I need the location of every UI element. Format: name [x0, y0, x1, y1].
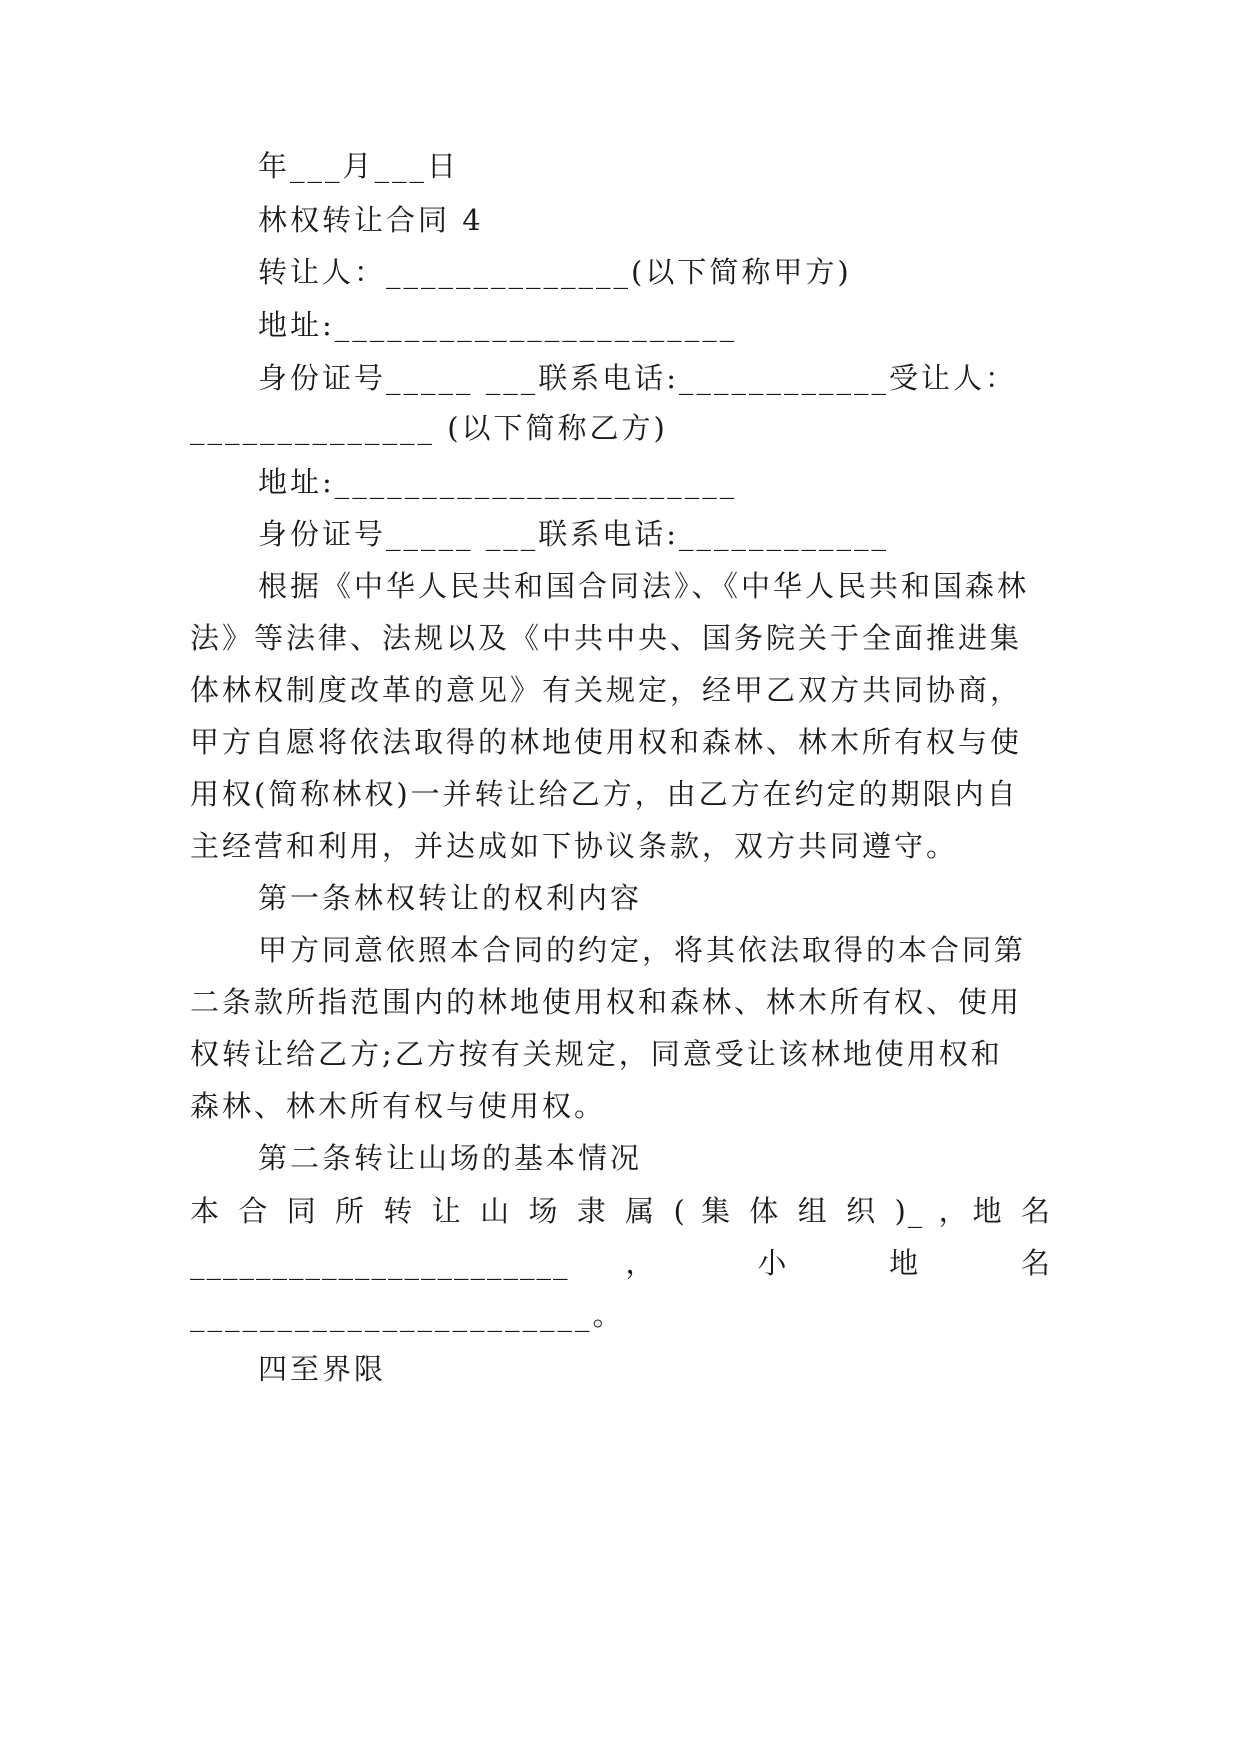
paragraph-line: 根据《中华人民共和国合同法》、《中华人民共和国森林 — [258, 569, 1030, 603]
paragraph-line: 权转让给乙方;乙方按有关规定，同意受让该林地使用权和 — [190, 1037, 1003, 1071]
paragraph-line: 法》等法律、法规以及《中共中央、国务院关于全面推进集 — [190, 621, 1023, 655]
id-phone-line-b: 身份证号_____ ___联系电话:____________ — [258, 517, 889, 551]
paragraph-line: 本 合 同 所 转 让 山 场 隶 属 ( 集 体 组 织 )_ ，地 名 — [190, 1194, 1052, 1228]
paragraph-line: 二条款所指范围内的林地使用权和森林、林木所有权、使用 — [190, 985, 1023, 1019]
paragraph-line: _______________________ ， 小 地 名 — [190, 1246, 1052, 1280]
paragraph-line: 甲方自愿将依法取得的林地使用权和森林、林木所有权与使 — [190, 725, 1023, 759]
transferor-line: 转让人：______________(以下简称甲方) — [258, 255, 852, 289]
transferee-line: ______________ (以下简称乙方) — [190, 411, 668, 445]
contract-title: 林权转让合同 4 — [258, 203, 484, 237]
paragraph-line: 主经营和利用，并达成如下协议条款，双方共同遵守。 — [190, 829, 959, 863]
id-phone-line-a: 身份证号_____ ___联系电话:____________受让人： — [258, 361, 1017, 395]
address-line-b: 地址:_______________________ — [258, 465, 738, 499]
article-heading-1: 第一条林权转让的权利内容 — [258, 881, 643, 915]
article-heading-2: 第二条转让山场的基本情况 — [258, 1141, 643, 1175]
paragraph-line: 甲方同意依照本合同的约定，将其依法取得的本合同第 — [258, 933, 1027, 967]
date-line: 年___月___日 — [258, 149, 460, 183]
section-heading: 四至界限 — [258, 1352, 387, 1386]
paragraph-line: 体林权制度改革的意见》有关规定，经甲乙双方共同协商， — [190, 673, 1023, 707]
paragraph-line: 用权(简称林权)一并转让给乙方，由乙方在约定的期限内自 — [190, 777, 1019, 811]
paragraph-line: 森林、林木所有权与使用权。 — [190, 1089, 607, 1123]
address-line-a: 地址:_______________________ — [258, 308, 738, 342]
paragraph-line: _______________________。 — [190, 1298, 625, 1332]
